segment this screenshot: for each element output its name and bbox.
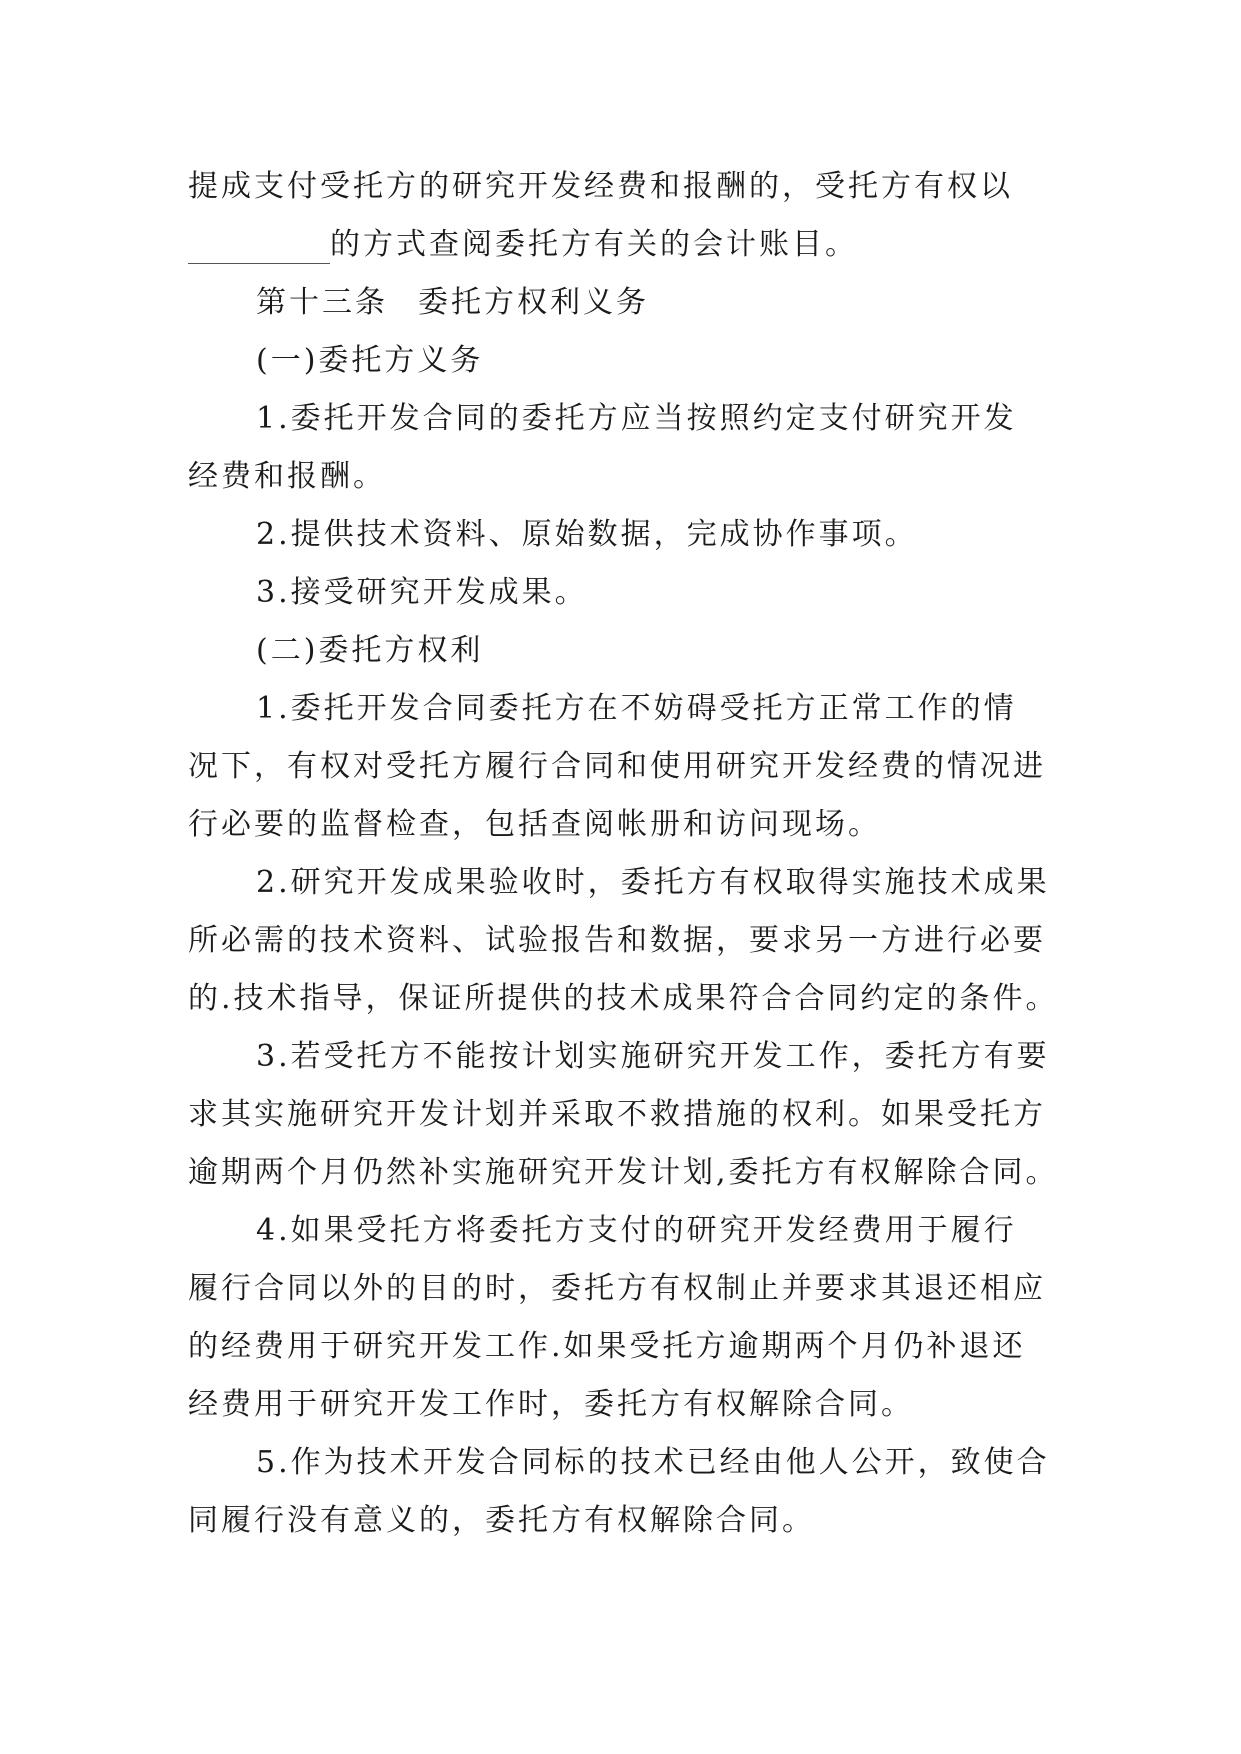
paragraph-line: 1.委托开发合同的委托方应当按照约定支付研究开发	[256, 401, 1017, 436]
paragraph-line: 2.提供技术资料、原始数据，完成协作事项。	[256, 517, 918, 552]
paragraph-line: 1.委托开发合同委托方在不妨碍受托方正常工作的情	[256, 691, 1017, 726]
article-number: 第十三条	[256, 285, 388, 320]
paragraph-line: 经费用于研究开发工作时，委托方有权解除合同。	[188, 1387, 914, 1422]
paragraph-line: 3.接受研究开发成果。	[256, 575, 588, 610]
paragraph-line: 所必需的技术资料、试验报告和数据，要求另一方进行必要	[188, 923, 1046, 958]
paragraph-line: 的经费用于研究开发工作.如果受托方逾期两个月仍补退还	[188, 1329, 1026, 1364]
paragraph-line: 同履行没有意义的，委托方有权解除合同。	[188, 1503, 815, 1538]
paragraph-line: 经费和报酬。	[188, 459, 386, 494]
paragraph-line: 逾期两个月仍然补实施研究开发计划,委托方有权解除合同。	[188, 1155, 1059, 1190]
paragraph-line: 2.研究开发成果验收时，委托方有权取得实施技术成果	[256, 865, 1050, 900]
section-heading: (二)委托方权利	[256, 633, 484, 668]
article-heading	[188, 274, 1068, 332]
paragraph-line: 履行合同以外的目的时，委托方有权制止并要求其退还相应	[188, 1271, 1046, 1306]
article-title: 委托方权利义务	[418, 285, 649, 320]
section-heading: (一)委托方义务	[256, 343, 484, 378]
paragraph-line: 况下，有权对受托方履行合同和使用研究开发经费的情况进	[188, 749, 1046, 784]
paragraph-line: 的.技术指导，保证所提供的技术成果符合合同约定的条件。	[188, 981, 1059, 1016]
text-line: 提成支付受托方的研究开发经费和报酬的，受托方有权以	[188, 169, 1013, 204]
text-fragment: 的方式查阅委托方有关的会计账目。	[330, 227, 858, 262]
paragraph-line: 求其实施研究开发计划并采取不救措施的权利。如果受托方	[188, 1097, 1046, 1132]
fill-in-blank	[188, 233, 330, 264]
paragraph-line: 4.如果受托方将委托方支付的研究开发经费用于履行	[256, 1213, 1017, 1248]
document-body	[188, 158, 1068, 1550]
paragraph-line: 行必要的监督检查，包括查阅帐册和访问现场。	[188, 807, 881, 842]
paragraph-line: 5.作为技术开发合同标的技术已经由他人公开，致使合	[256, 1445, 1050, 1480]
paragraph-line: 3.若受托方不能按计划实施研究开发工作，委托方有要	[256, 1039, 1050, 1074]
text-line	[188, 216, 1068, 274]
